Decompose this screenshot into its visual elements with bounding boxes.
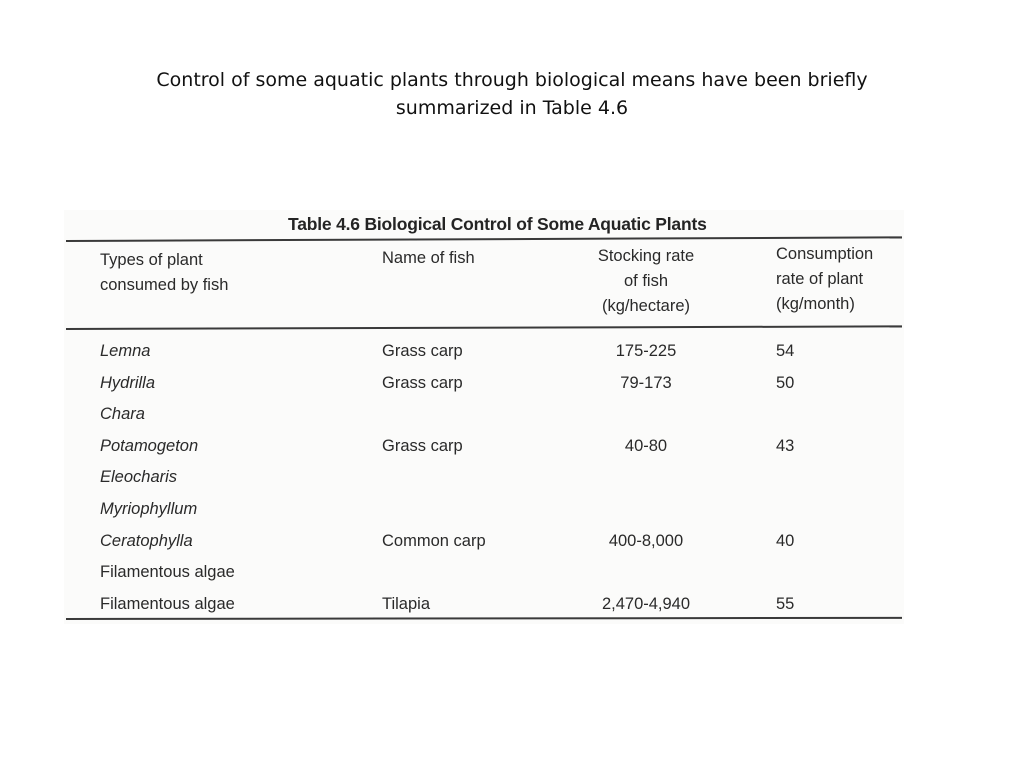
header-fish-name (382, 246, 475, 271)
table-header-rule (66, 325, 902, 330)
header-plant-type-line: Types of plant (100, 251, 203, 269)
table-row (64, 338, 904, 370)
consumption-cell: 50 (776, 373, 795, 392)
table-row (64, 464, 904, 496)
stocking-rate-cell: 400-8,000 (608, 531, 684, 550)
plant-cell: Potamogeton (100, 436, 199, 455)
fish-cell: Grass carp (382, 436, 463, 455)
table-row (64, 433, 904, 465)
plant-cell: Chara (100, 405, 145, 424)
plant-cell: Hydrilla (100, 373, 156, 392)
plant-cell: Filamentous algae (100, 594, 235, 613)
header-consumption-rate (776, 242, 873, 317)
plant-cell: Lemna (100, 342, 151, 360)
table-row (64, 370, 904, 402)
table-row (64, 528, 904, 560)
consumption-cell: 55 (776, 594, 795, 613)
header-stocking-rate-line: (kg/hectare) (601, 297, 691, 315)
header-plant-type-line: consumed by fish (100, 276, 229, 294)
header-plant-type (100, 248, 228, 298)
slide-title-line-2: summarized in Table 4.6 (395, 97, 629, 119)
header-consumption-rate-line: (kg/month) (776, 295, 855, 313)
fish-cell: Common carp (382, 531, 486, 550)
slide-title-line-1: Control of some aquatic plants through biological means have been briefly (156, 69, 868, 91)
consumption-cell: 40 (776, 531, 795, 550)
header-stocking-rate (582, 244, 710, 319)
consumption-cell: 43 (776, 436, 795, 455)
table-row (64, 559, 904, 591)
scanned-table-image (64, 210, 904, 624)
stocking-rate-cell: 2,470-4,940 (601, 594, 691, 613)
plant-cell: Filamentous algae (100, 563, 235, 582)
stocking-rate-cell: 40-80 (624, 436, 668, 455)
slide-title (112, 66, 912, 122)
stocking-rate-cell: 79-173 (620, 373, 672, 392)
header-fish-name-line: Name of fish (382, 249, 475, 267)
table-row (64, 401, 904, 433)
header-consumption-rate-line: rate of plant (776, 270, 864, 288)
table-row (64, 496, 904, 528)
plant-cell: Eleocharis (100, 468, 178, 487)
plant-cell: Myriophyllum (100, 499, 198, 518)
header-consumption-rate-line: Consumption (776, 245, 874, 263)
plant-cell: Ceratophylla (100, 531, 193, 550)
fish-cell: Grass carp (382, 373, 463, 392)
table-body (64, 338, 904, 622)
fish-cell: Tilapia (382, 594, 430, 613)
consumption-cell: 54 (776, 342, 795, 360)
table-caption: Table 4.6 Biological Control of Some Aquatic Plants (288, 214, 707, 234)
fish-cell: Grass carp (382, 342, 463, 360)
header-stocking-rate-line: Stocking rate (597, 247, 695, 265)
header-stocking-rate-line: of fish (623, 272, 669, 290)
stocking-rate-cell: 175-225 (615, 342, 677, 360)
